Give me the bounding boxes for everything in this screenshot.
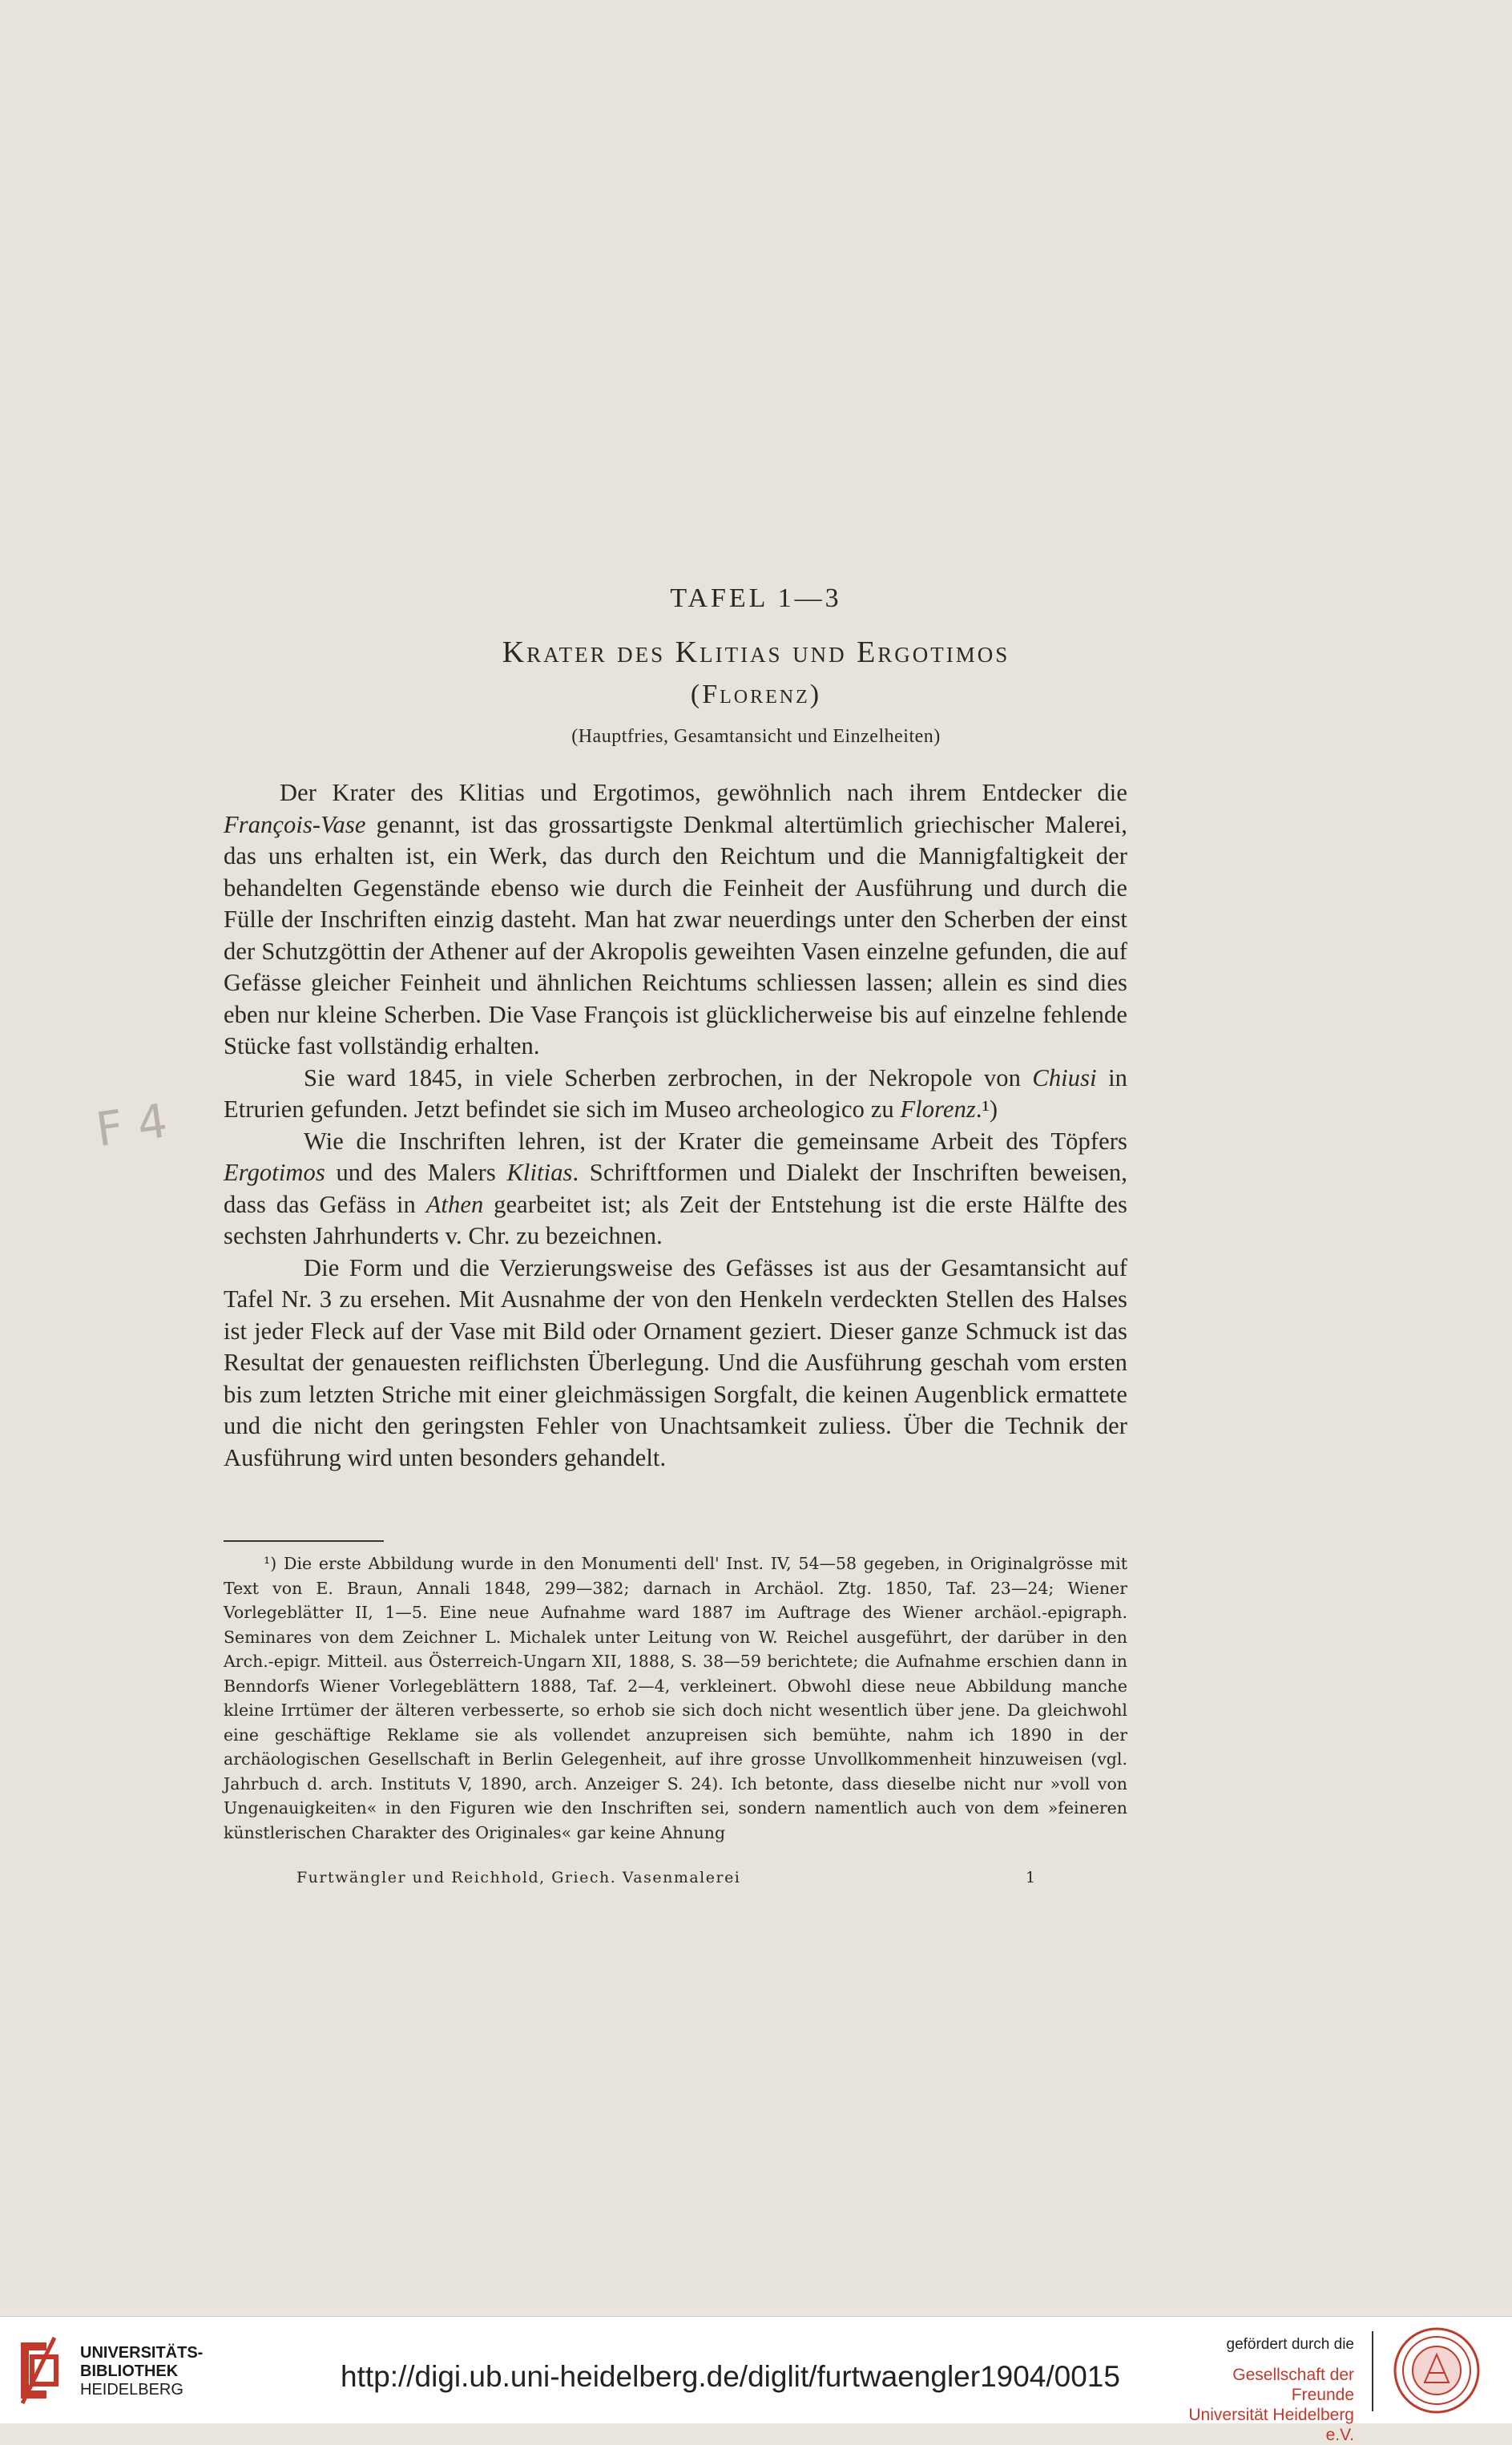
text-run: und des Malers — [325, 1159, 507, 1186]
paragraph-4: Die Form und die Verzierungsweise des Gefässes ist aus der Gesamtansicht auf Tafel Nr. 3 zu ersehen. Mit Ausnahme der von den Henkeln verdeckten Stellen des Halses ist jeder Fleck auf der Vase mit Bild oder Ornament geziert. Dieser ganze Schmuck ist das Resultat der genauesten reiflichsten Überlegung. Und die Ausführung geschah vom ersten bis zum letzten Striche mit einer gleichmässigen Sorgfalt, die keinen Augenblick ermattete und die nicht den geringsten Fehler von Unachtsamkeit zuliess. Über die Technik der Ausführung wird unten besonders gehandelt. — [224, 1253, 1127, 1471]
permalink-url[interactable]: http://digi.ub.uni-heidelberg.de/diglit/furtwaengler1904/0015 — [341, 2360, 1120, 2393]
library-name-line: UNIVERSITÄTS- — [80, 2344, 204, 2362]
paragraph-3 — [224, 1126, 1127, 1253]
italic-run: Florenz — [900, 1095, 976, 1123]
footnote-text: ¹) Die erste Abbildung wurde in den Monumenti dell' Inst. IV, 54—58 gegeben, in Originalgrösse mit Text von E. Braun, Annali 1848, 299—382; darnach in Archäol. Ztg. 1850, Taf. 23—24; Wiener Vorlegeblätter II, 1—5. Eine neue Aufnahme ward 1887 im Auftrage des Wiener archäol.-epigraph. Seminares von dem Zeichner L. Michalek unter Leitung von W. Reichel ausgeführt, der darüber in den Arch.-epigr. Mitteil. aus Österreich-Ungarn XII, 1888, S. 38—59 berichtete; die Aufnahme erschien dann in Benndorfs Wiener Vorlegeblättern 1888, Taf. 2—4, verkleinert. Obwohl diese neue Abbildung manche kleine Irrtümer der älteren verbesserte, so erhob sie sich doch nicht wesentlich über jene. Da gleichwohl eine geschäftige Reklame sie als vollendet anzupreisen sich bemühte, nahm ich 1890 in der archäologischen Gesellschaft in Berlin Gelegenheit, auf ihre grosse Unvollkommenheit hinzuweisen (vgl. Jahrbuch d. arch. Instituts V, 1890, arch. Anzeiger S. 24). Ich betonte, dass dieselbe nicht nur »voll von Ungenauigkeiten« in den Figuren wie den Inschriften sei, sondern namentlich auch von dem »feineren künstlerischen Charakter des Originales« gar keine Ahnung — [224, 1554, 1127, 1842]
library-banner — [0, 2316, 1512, 2444]
sponsor-block — [1170, 2336, 1354, 2445]
sponsor-name-line: Universität Heidelberg e.V. — [1188, 2406, 1354, 2444]
page-footer — [296, 1869, 1037, 1886]
paragraph-1 — [224, 777, 1127, 1063]
italic-run: Ergotimos — [224, 1159, 325, 1186]
body-text — [224, 777, 1127, 1474]
paragraph-2 — [224, 1063, 1127, 1126]
italic-run: Athen — [425, 1190, 484, 1218]
text-run: Sie ward 1845, in viele Scherben zerbrochen, in der Nekropole von — [304, 1063, 1033, 1091]
sponsor-intro: gefördert durch die — [1226, 2336, 1354, 2353]
document-place: (Florenz) — [690, 680, 822, 709]
italic-run: Chiusi — [1032, 1063, 1097, 1091]
italic-run: François-Vase — [224, 810, 366, 838]
italic-run: Klitias — [506, 1159, 573, 1186]
plate-number: TAFEL 1—3 — [670, 583, 842, 613]
text-run: Wie die Inschriften lehren, ist der Krater die gemeinsame Arbeit des Töpfers — [304, 1127, 1127, 1155]
text-run: .¹) — [975, 1095, 998, 1123]
library-name-line: BIBLIOTHEK — [80, 2362, 179, 2380]
document-subtitle: (Hauptfries, Gesamtansicht und Einzelheiten) — [571, 726, 941, 747]
text-run: genannt, ist das grossartigste Denkmal altertümlich griechischer Malerei, das uns erhalten ist, ein Werk, das durch den Reichtum und die Mannigfaltigkeit der behandelten Gegenstände ebenso wie durch die Feinheit der Ausführung und durch die Fülle der Inschriften einzig dasteht. Man hat zwar neuerdings unter den Scherben der einst der Schutzgöttin der Athener auf der Akropolis geweihten Vasen einzelne gefunden, die auf Gefässe gleicher Feinheit und ähnlichen Reichtums schliessen lassen; allein es sind dies eben nur kleine Scherben. Die Vase François ist glücklicherweise bis auf einzelne fehlende Stücke fast vollständig erhalten. — [224, 810, 1127, 1059]
text-run: gearbeitet ist; als Zeit der Entstehung ist die erste Hälfte des sechsten Jahrhunderts v. Chr. zu bezeichnen. — [224, 1190, 1127, 1249]
banner-divider — [1372, 2331, 1373, 2411]
university-seal-icon[interactable] — [1393, 2326, 1481, 2415]
library-name — [80, 2344, 203, 2399]
sponsor-name-line: Gesellschaft der Freunde — [1232, 2366, 1354, 2404]
footnote — [224, 1551, 1127, 1845]
page-number: 1 — [1026, 1869, 1037, 1886]
running-footer: Furtwängler und Reichhold, Griech. Vasenmalerei — [296, 1869, 741, 1886]
library-logo-icon[interactable] — [14, 2334, 62, 2407]
text-run: . Schriftformen und Dialekt der Inschriften beweisen, dass das Gefäss in — [224, 1159, 1128, 1218]
library-name-line: HEIDELBERG — [80, 2381, 183, 2399]
text-run: in Etrurien gefunden. Jetzt befindet sie sich im Museo archeologico zu — [224, 1063, 1127, 1123]
pencil-margin-mark: F 4 — [92, 1093, 171, 1157]
text-run: Der Krater des Klitias und Ergotimos, gewöhnlich nach ihrem Entdecker die — [280, 779, 1127, 806]
footnote-rule — [224, 1540, 384, 1542]
document-title: Krater des Klitias und Ergotimos — [502, 635, 1010, 669]
